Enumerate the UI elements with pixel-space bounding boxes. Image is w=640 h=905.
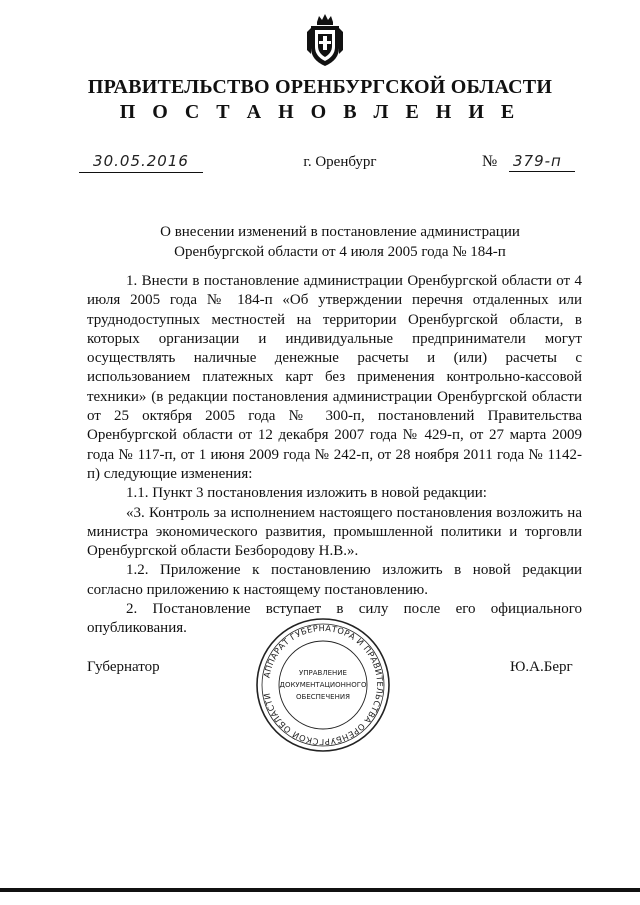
subject-line-1: О внесении изменений в постановление администрации <box>160 224 520 240</box>
seal-line-2: ДОКУМЕНТАЦИОННОГО <box>279 681 367 689</box>
body-paragraph-2: 1.1. Пункт 3 постановления изложить в новой редакции: <box>126 485 487 502</box>
seal-line-3: ОБЕСПЕЧЕНИЯ <box>296 693 350 701</box>
body-paragraph-4: 1.2. Приложение к постановлению изложить в новой редакции согласно приложению к настоящему постановлению. <box>87 562 582 598</box>
number-label: № <box>482 153 498 170</box>
body-paragraph-1: 1. Внести в постановление администрации Оренбургской области от 4 июля 2005 года № 184-п «Об утверждении перечня отдаленных или труднодоступных местностей на территории Оренбургской области, в которых организации и индивидуальные предприниматели могут осуществлять наличные денежные расчеты и (или) расчеты с использованием платежных карт без применения контрольно-кассовой техники» (в редакции постановления администрации Оренбургской области от 25 октября 2005 года № 300-п, постановлений Правительства Оренбургской области от 12 декабря 2007 года № 429-п, от 27 марта 2009 года № 117-п, от 1 июня 2009 года № 242-п, от 28 ноября 2011 года № 1142-п) следующие изменения: <box>87 273 582 482</box>
subject-line-2: Оренбургской области от 4 июля 2005 года № 184-п <box>174 244 506 260</box>
document-city: г. Оренбург <box>303 154 377 170</box>
official-seal <box>253 615 393 755</box>
document-date: 30.05.2016 <box>79 152 203 173</box>
coat-of-arms-icon <box>305 14 345 68</box>
document-number: 379-п <box>509 152 575 172</box>
document-body <box>87 272 582 639</box>
seal-line-1: УПРАВЛЕНИЕ <box>299 669 347 677</box>
organization-title: ПРАВИТЕЛЬСТВО ОРЕНБУРГСКОЙ ОБЛАСТИ <box>87 76 553 98</box>
document-subject <box>140 222 540 262</box>
seal-ring-text: АППАРАТ ГУБЕРНАТОРА И ПРАВИТЕЛЬСТВА ОРЕНБУРГСКОЙ ОБЛАСТИ <box>261 622 386 748</box>
document-type: П О С Т А Н О В Л Е Н И Е <box>119 101 521 123</box>
signatory-position: Губернатор <box>87 659 160 675</box>
signatory-name: Ю.А.Берг <box>510 659 573 675</box>
footer-rule <box>0 888 640 892</box>
body-paragraph-3: «3. Контроль за исполнением настоящего постановления возложить на министра экономического развития, промышленной политики и торговли Оренбургской области Безбородову Н.В.». <box>87 504 582 560</box>
body-paragraph-5: 2. Постановление вступает в силу после его официального опубликования. <box>87 601 582 637</box>
